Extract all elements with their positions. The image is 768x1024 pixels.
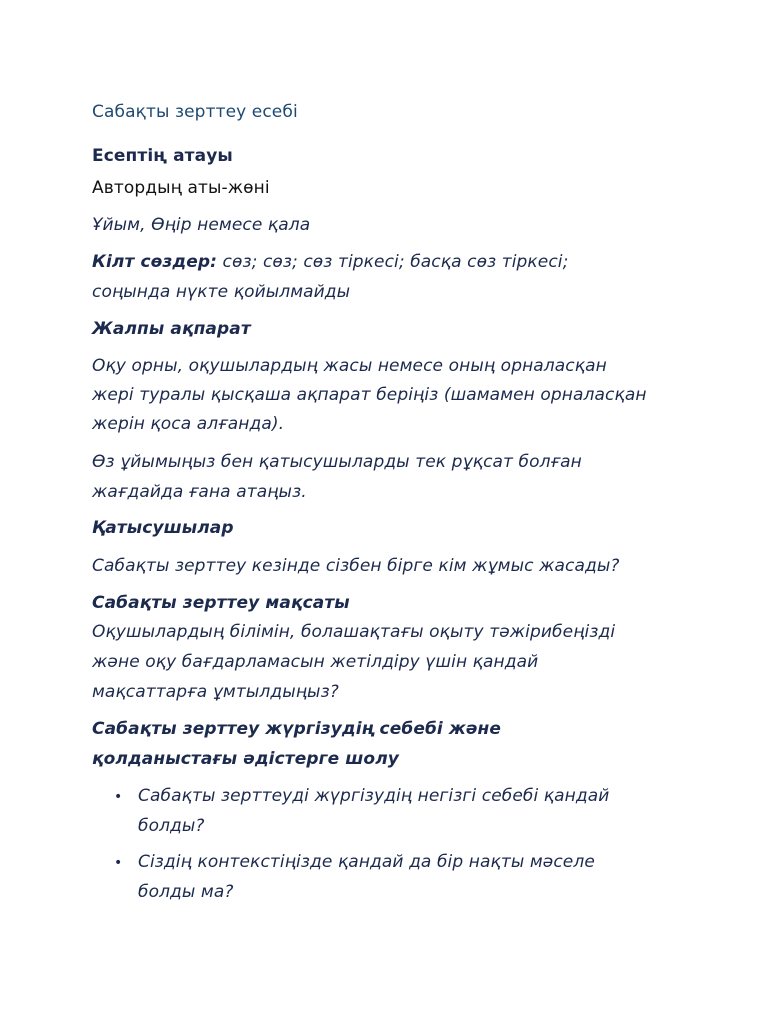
keywords-values: сөз; сөз; сөз тіркесі; басқа сөз тіркесі; [217,252,569,272]
bullet-item-line: Сіздің контекстіңізде қандай да бір нақты мәселе [138,852,595,872]
bullet-marker: • [114,789,123,805]
participants-heading: Қатысушылар [92,518,234,538]
reason-heading-line: қолданыстағы әдістерге шолу [92,749,399,769]
participants-text: Сабақты зерттеу кезінде сізбен бірге кім жұмыс жасады? [92,556,620,576]
purpose-text-line: мақсаттарға ұмтылдыңыз? [92,682,339,702]
general-info-text-line: жерін қоса алғанда). [92,414,285,434]
purpose-text-line: Оқушылардың білімін, болашақтағы оқыту тәжірибеңізді [92,622,616,642]
general-info-note-line: Өз ұйымыңыз бен қатысушыларды тек рұқсат болған [92,452,582,472]
purpose-heading: Сабақты зерттеу мақсаты [92,593,350,613]
bullet-marker: • [114,855,123,871]
author-name: Автордың аты-жөні [92,178,270,198]
bullet-item-line: болды ма? [138,882,234,902]
general-info-heading: Жалпы ақпарат [92,319,251,339]
reason-heading-line: Сабақты зерттеу жүргізудің себебі және [92,719,501,739]
keywords-line-2: соңында нүкте қойылмайды [92,282,351,302]
general-info-text-line: Оқу орны, оқушылардың жасы немесе оның орналасқан [92,356,607,376]
bullet-item-line: болды? [138,816,205,836]
organization-line: Ұйым, Өңір немесе қала [92,215,311,235]
keywords-line-1 [92,252,568,272]
general-info-text-line: жері туралы қысқаша ақпарат беріңіз (шамамен орналасқан [92,385,647,405]
keywords-label: Кілт сөздер: [92,252,218,272]
purpose-text-line: және оқу бағдарламасын жетілдіру үшін қандай [92,652,539,672]
report-name: Есептің атауы [92,146,233,166]
general-info-note-line: жағдайда ғана атаңыз. [92,482,307,502]
document-title: Сабақты зерттеу есебі [92,102,298,122]
bullet-item-line: Сабақты зерттеуді жүргізудің негізгі себебі қандай [138,786,610,806]
